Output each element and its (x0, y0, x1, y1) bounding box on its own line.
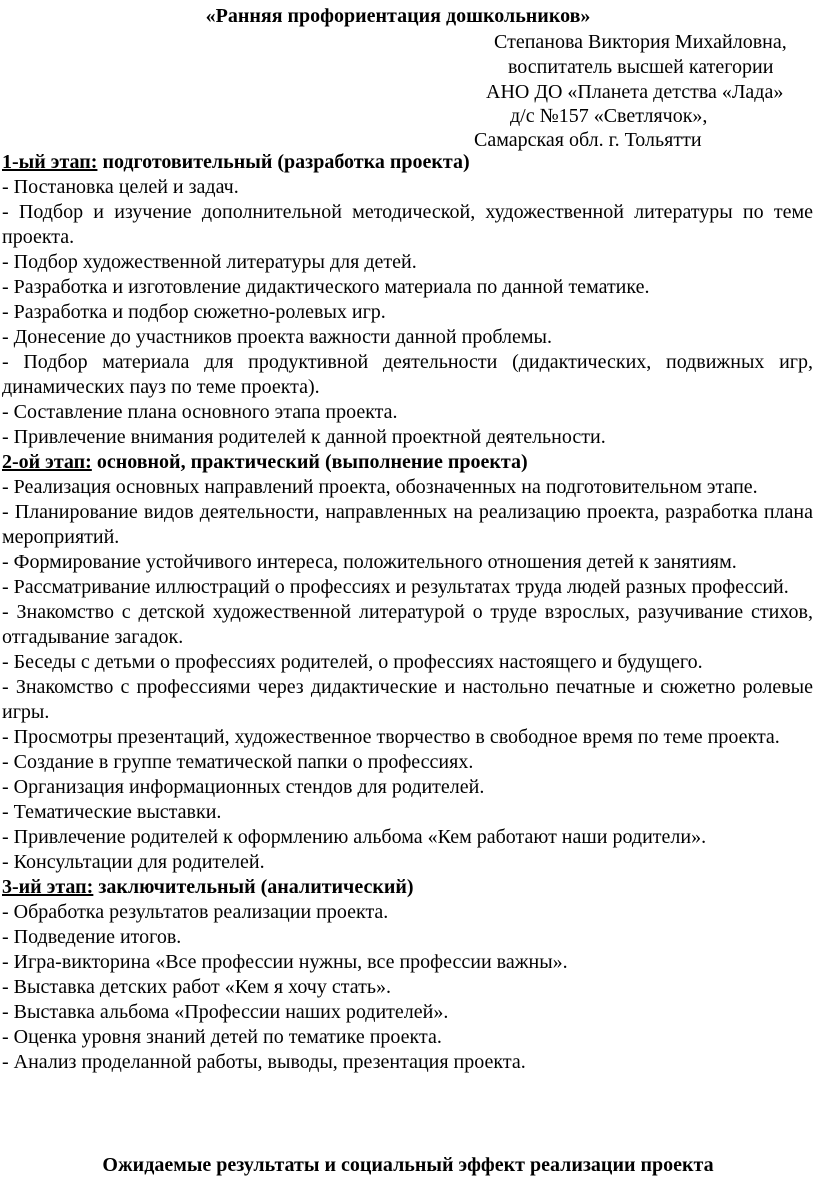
list-item: - Знакомство с детской художественной литературой о труде взрослых, разучивание стихов, отгадывание загадок. (2, 601, 813, 648)
list-item: - Анализ проделанной работы, выводы, презентация проекта. (2, 1051, 526, 1073)
list-item: - Обработка результатов реализации проекта. (2, 901, 389, 923)
author-organization: АНО ДО «Планета детства «Лада» (486, 81, 784, 103)
stage-1-heading (2, 150, 813, 175)
list-item: - Планирование видов деятельности, направленных на реализацию проекта, разработка плана мероприятий. (2, 501, 813, 548)
expected-results-heading: Ожидаемые результаты и социальный эффект реализации проекта (102, 1154, 714, 1176)
list-item: - Организация информационных стендов для родителей. (2, 776, 485, 798)
list-item: - Рассматривание иллюстраций о профессиях и результатах труда людей разных профессий. (2, 576, 789, 598)
stage-1-label: 1-ый этап: (2, 151, 98, 173)
author-location: Самарская обл. г. Тольятти (474, 129, 702, 151)
stage-1-title: подготовительный (разработка проекта) (97, 151, 470, 173)
stage-3-label: 3-ий этап: (2, 876, 94, 898)
list-item: - Подбор художественной литературы для детей. (2, 251, 417, 273)
list-item: - Подбор материала для продуктивной деятельности (дидактических, подвижных игр, динамических пауз по теме проекта). (2, 351, 813, 398)
author-position: воспитатель высшей категории (508, 56, 774, 78)
author-name: Степанова Виктория Михайловна, (494, 31, 787, 53)
stage-2-list (2, 475, 813, 875)
list-item: - Знакомство с профессиями через дидактические и настольно печатные и сюжетно ролевые игры. (2, 676, 813, 723)
stage-3-heading (2, 875, 813, 900)
list-item: - Выставка детских работ «Кем я хочу стать». (2, 976, 391, 998)
document-title: «Ранняя профориентация дошкольников» (205, 5, 591, 27)
list-item: - Привлечение родителей к оформлению альбома «Кем работают наши родители». (2, 826, 707, 848)
stage-3-title: заключительный (аналитический) (93, 876, 414, 898)
list-item: - Игра-викторина «Все профессии нужны, все профессии важны». (2, 951, 568, 973)
list-item: - Разработка и подбор сюжетно-ролевых игр. (2, 301, 386, 323)
stage-2-heading (2, 450, 813, 475)
list-item: - Составление плана основного этапа проекта. (2, 401, 398, 423)
stage-3-list (2, 900, 813, 1075)
list-item: - Реализация основных направлений проекта, обозначенных на подготовительном этапе. (2, 476, 758, 498)
stage-2-title: основной, практический (выполнение проекта) (91, 451, 528, 473)
document-body (2, 150, 813, 1075)
list-item: - Формирование устойчивого интереса, положительного отношения детей к занятиям. (2, 551, 737, 573)
author-kindergarten: д/с №157 «Светлячок», (510, 105, 708, 127)
stage-1-list (2, 175, 813, 450)
stage-2-label: 2-ой этап: (2, 451, 92, 473)
list-item: - Выставка альбома «Профессии наших родителей». (2, 1001, 449, 1023)
list-item: - Донесение до участников проекта важности данной проблемы. (2, 326, 552, 348)
list-item: - Подведение итогов. (2, 926, 182, 948)
list-item: - Оценка уровня знаний детей по тематике проекта. (2, 1026, 442, 1048)
list-item: - Постановка целей и задач. (2, 176, 239, 198)
list-item: - Создание в группе тематической папки о профессиях. (2, 751, 474, 773)
list-item: - Тематические выставки. (2, 801, 222, 823)
list-item: - Консультации для родителей. (2, 851, 265, 873)
list-item: - Просмотры презентаций, художественное творчество в свободное время по теме проекта. (2, 726, 780, 748)
list-item: - Беседы с детьми о профессиях родителей, о профессиях настоящего и будущего. (2, 651, 703, 673)
list-item: - Привлечение внимания родителей к данной проектной деятельности. (2, 426, 606, 448)
list-item: - Разработка и изготовление дидактического материала по данной тематике. (2, 276, 650, 298)
list-item: - Подбор и изучение дополнительной методической, художественной литературы по теме проекта. (2, 201, 813, 248)
